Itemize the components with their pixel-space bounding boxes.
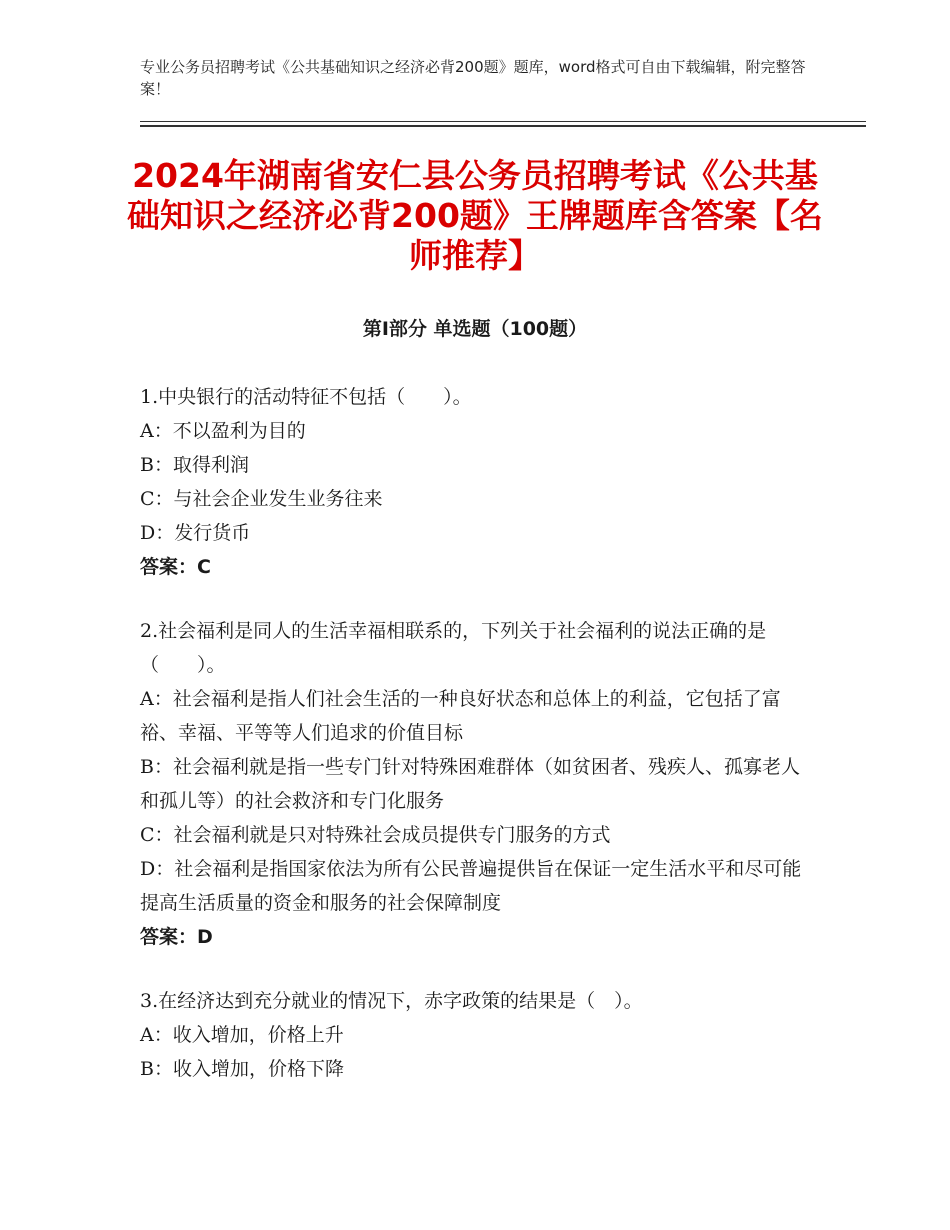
option-d: D：社会福利是指国家依法为所有公民普遍提供旨在保证一定生活水平和尽可能提高生活质量的资金和服务的社会保障制度 <box>140 858 802 914</box>
question-stem: 2.社会福利是同人的生活幸福相联系的，下列关于社会福利的说法正确的是（ ）。 <box>140 620 767 676</box>
option-b: B：取得利润 <box>140 454 249 476</box>
option-c: C：与社会企业发生业务往来 <box>140 488 383 510</box>
section-heading: 第Ⅰ部分 单选题（100题） <box>362 318 588 340</box>
option-a: A：社会福利是指人们社会生活的一种良好状态和总体上的利益，它包括了富裕、幸福、平等等人们追求的价值目标 <box>140 688 781 744</box>
question-2 <box>140 614 810 954</box>
question-stem: 3.在经济达到充分就业的情况下，赤字政策的结果是（ ）。 <box>140 990 643 1012</box>
header-note: 专业公务员招聘考试《公共基础知识之经济必背200题》题库，word格式可自由下载编辑，附完整答案！ <box>140 58 806 98</box>
question-list <box>140 380 810 1116</box>
option-b: B：社会福利就是指一些专门针对特殊困难群体（如贫困者、残疾人、孤寡老人和孤儿等）的社会救济和专门化服务 <box>140 756 800 812</box>
option-b: B：收入增加，价格下降 <box>140 1058 344 1080</box>
answer: 答案：D <box>140 926 213 948</box>
option-a: A：不以盈利为目的 <box>140 420 306 442</box>
answer: 答案：C <box>140 556 211 578</box>
question-stem: 1.中央银行的活动特征不包括（ ）。 <box>140 386 472 408</box>
option-d: D：发行货币 <box>140 522 251 544</box>
option-c: C：社会福利就是只对特殊社会成员提供专门服务的方式 <box>140 824 611 846</box>
header-rule-thin <box>140 121 866 122</box>
option-a: A：收入增加，价格上升 <box>140 1024 344 1046</box>
document-title: 2024年湖南省安仁县公务员招聘考试《公共基础知识之经济必背200题》王牌题库含答案【名师推荐】 <box>127 156 823 275</box>
question-3 <box>140 984 810 1086</box>
question-1 <box>140 380 810 584</box>
header-rule-thick <box>140 125 866 127</box>
